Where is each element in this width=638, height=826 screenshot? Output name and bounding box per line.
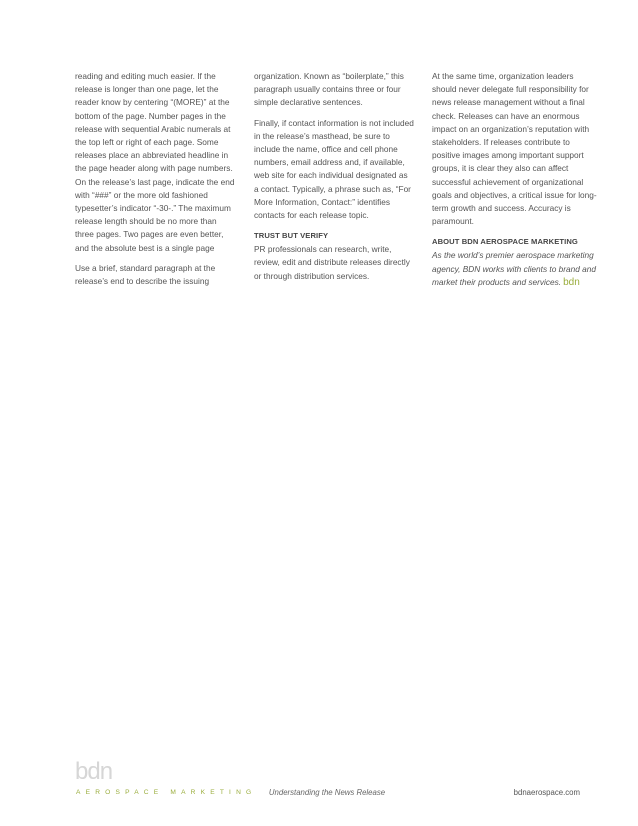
footer-url: bdnaerospace.com: [513, 788, 580, 797]
section-heading-trust-but-verify: TRUST BUT VERIFY: [254, 231, 329, 241]
column-3: [432, 70, 597, 296]
col2-paragraph-1: organization. Known as “boilerplate,” this paragraph usually contains three or four simple declarative sentences.: [254, 71, 404, 108]
about-text: As the world’s premier aerospace marketing agency, BDN works with clients to brand and market their products and services.: [432, 250, 597, 287]
column-2: [254, 70, 414, 290]
footer-document-title: Understanding the News Release: [268, 788, 386, 797]
column-1: [75, 70, 235, 295]
col2-paragraph-3: PR professionals can research, write, review, edit and distribute releases directly or through distribution services.: [254, 244, 410, 281]
footer-bdn-logo: bdn: [75, 758, 113, 785]
bdn-inline-logo: bdn: [563, 276, 580, 288]
about-paragraph: [432, 249, 597, 289]
col2-paragraph-2: Finally, if contact information is not included in the release’s masthead, be sure to include the name, office and cell phone numbers, email address and, if available, web site for each individual designated as a contact. Typically, a phrase such as, “For More Information, Contact:” identifies contacts for each release topic.: [254, 117, 414, 221]
col1-paragraph-1: reading and editing much easier. If the release is longer than one page, let the reader know by centering “(MORE)” at the bottom of the page. Number pages in the release with sequential Arabic numerals at the top left or right of each page. Some releases place an abbreviated headline in the page header along with page numbers. On the release’s last page, indicate the end with “###” or the more old fashioned typesetter’s indicator “-30-.” The maximum release length should be no more than three pages. Two pages are even better, and the absolute best is a single page: [75, 71, 235, 253]
footer-tagline: AEROSPACE MARKETING: [76, 789, 257, 796]
col3-paragraph-1: At the same time, organization leaders should never delegate full responsibility for news release management without a final check. Releases can have an enormous impact on an organization’s reputation with stakeholders. If releases contribute to positive images among important support groups, it is clear they also can affect successful achievement of organizational goals and objectives, a critical issue for long-term growth and success. Accuracy is paramount.: [432, 71, 597, 227]
col1-paragraph-2: Use a brief, standard paragraph at the release’s end to describe the issuing: [75, 262, 216, 287]
section-heading-about-bdn: ABOUT BDN AEROSPACE MARKETING: [432, 237, 578, 247]
